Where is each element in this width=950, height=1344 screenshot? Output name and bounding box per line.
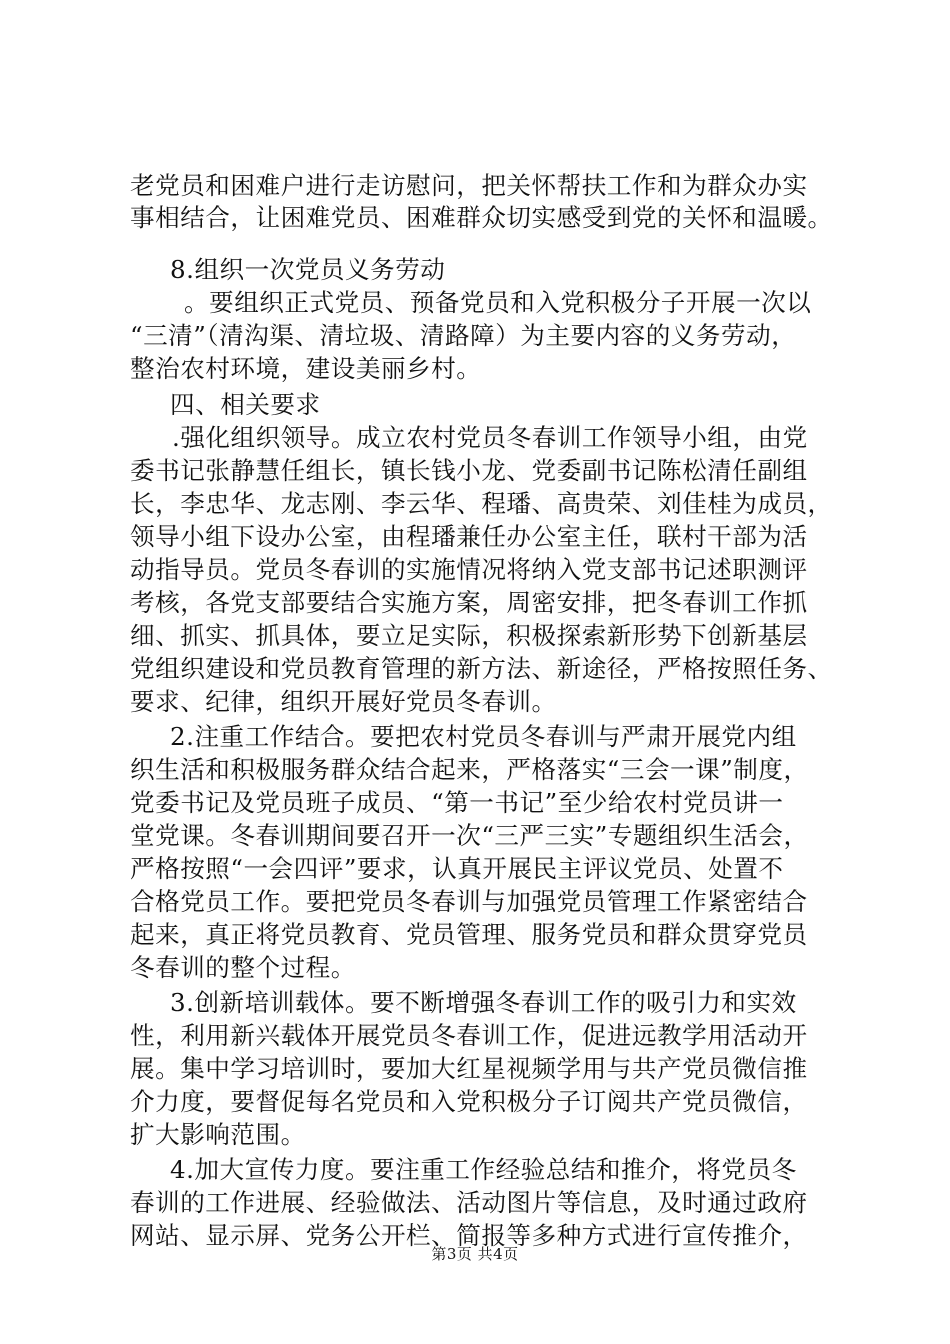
text-line: 四、相关要求: [170, 390, 321, 419]
text-line: 党委书记及党员班子成员、“第一书记”至少给农村党员讲一: [130, 788, 784, 817]
text-line: 3.创新培训载体。要不断增强冬春训工作的吸引力和实效: [170, 988, 797, 1017]
text-line: 整治农村环境，建设美丽乡村。: [130, 354, 482, 383]
text-line: 老党员和困难户进行走访慰问，把关怀帮扶工作和为群众办实: [130, 171, 808, 200]
text-line: 4.加大宣传力度。要注重工作经验总结和推介，将党员冬: [170, 1155, 797, 1184]
text-line: 细、抓实、抓具体，要立足实际，积极探索新形势下创新基层: [130, 621, 808, 650]
text-line: 8.组织一次党员义务劳动: [170, 255, 446, 284]
text-line: 。要组织正式党员、预备党员和入党积极分子开展一次以: [184, 288, 812, 317]
text-line: 网站、显示屏、党务公开栏、简报等多种方式进行宣传推介，: [130, 1221, 808, 1250]
text-line: “三清”（清沟渠、清垃圾、清路障）为主要内容的义务劳动，: [130, 321, 797, 350]
text-line: 合格党员工作。要把党员冬春训与加强党员管理工作紧密结合: [130, 887, 808, 916]
text-line: 委书记张静慧任组长，镇长钱小龙、党委副书记陈松清任副组: [130, 456, 808, 485]
text-line: 性，利用新兴载体开展党员冬春训工作，促进远教学用活动开: [130, 1021, 808, 1050]
text-line: 要求、纪律，组织开展好党员冬春训。: [130, 687, 557, 716]
text-line: 介力度，要督促每名党员和入党积极分子订阅共产党员微信，: [130, 1087, 808, 1116]
text-line: 长，李忠华、龙志刚、李云华、程璠、高贵荣、刘佳桂为成员，: [130, 489, 833, 518]
text-line: 展。集中学习培训时，要加大红星视频学用与共产党员微信推: [130, 1054, 808, 1083]
text-line: 严格按照“一会四评”要求，认真开展民主评议党员、处置不: [130, 854, 784, 883]
text-line: 起来，真正将党员教育、党员管理、服务党员和群众贯穿党员: [130, 920, 808, 949]
text-line: 冬春训的整个过程。: [130, 953, 356, 982]
text-line: 事相结合，让困难党员、困难群众切实感受到党的关怀和温暖。: [130, 203, 833, 232]
text-line: 织生活和积极服务群众结合起来，严格落实“三会一课”制度，: [130, 755, 809, 784]
text-line: 扩大影响范围。: [130, 1120, 306, 1149]
page-footer: 第3页 共4页: [431, 1245, 519, 1263]
text-line: 动指导员。党员冬春训的实施情况将纳入党支部书记述职测评: [130, 555, 808, 584]
text-line: 考核，各党支部要结合实施方案，周密安排，把冬春训工作抓: [130, 588, 808, 617]
text-line: 堂党课。冬春训期间要召开一次“三严三实”专题组织生活会，: [130, 821, 809, 850]
text-line: 党组织建设和党员教育管理的新方法、新途径，严格按照任务、: [130, 654, 833, 683]
text-line: 春训的工作进展、经验做法、活动图片等信息，及时通过政府: [130, 1188, 808, 1217]
text-line: 2.注重工作结合。要把农村党员冬春训与严肃开展党内组: [170, 722, 797, 751]
text-line: 领导小组下设办公室，由程璠兼任办公室主任，联村干部为活: [130, 522, 808, 551]
text-line: .强化组织领导。成立农村党员冬春训工作领导小组，由党: [172, 423, 808, 452]
